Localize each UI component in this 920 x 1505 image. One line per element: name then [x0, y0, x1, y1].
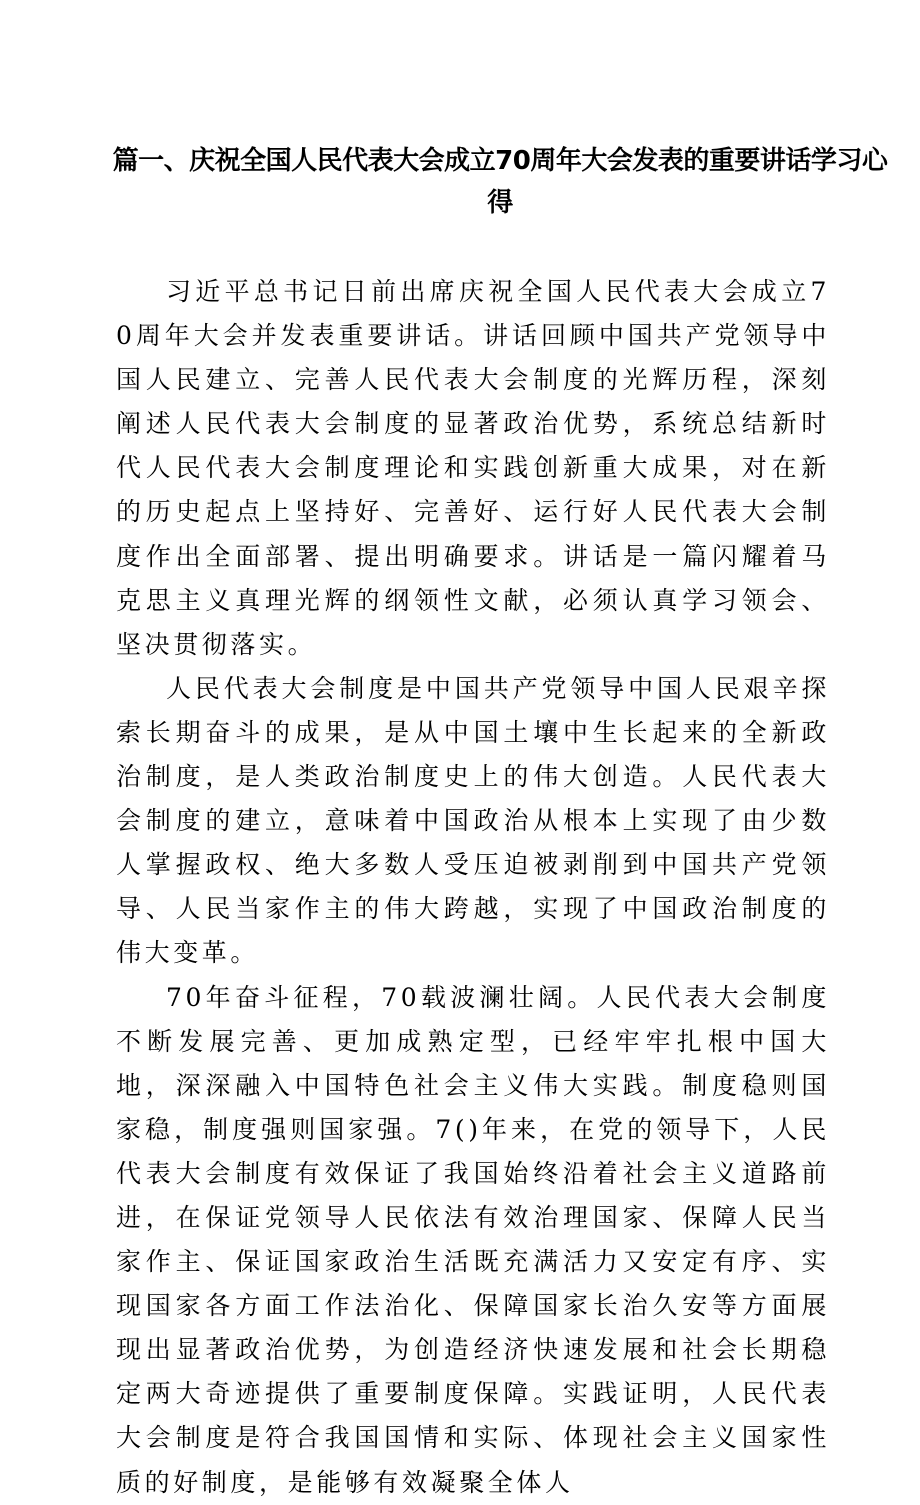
document-title: 篇一、庆祝全国人民代表大会成立70周年大会发表的重要讲话学习心得: [112, 146, 888, 218]
paragraph: 习近平总书记日前出席庆祝全国人民代表大会成立70周年大会并发表重要讲话。讲话回顾中国共产党领导中国人民建立、完善人民代表大会制度的光辉历程，深刻阐述人民代表大会制度的显著政治优势，系统总结新时代人民代表大会制度理论和实践创新重大成果，对在新的历史起点上坚持好、完善好、运行好人民代表大会制度作出全面部署、提出明确要求。讲话是一篇闪耀着马克思主义真理光辉的纲领性文献，必须认真学习领会、坚决贯彻落实。: [116, 277, 830, 659]
document-body: [116, 270, 830, 1505]
paragraph: 70年奋斗征程，70载波澜壮阔。人民代表大会制度不断发展完善、更加成熟定型，已经牢牢扎根中国大地，深深融入中国特色社会主义伟大实践。制度稳则国家稳，制度强则国家强。7()年来，在党的领导下，人民代表大会制度有效保证了我国始终沿着社会主义道路前进，在保证党领导人民依法有效治理国家、保障人民当家作主、保证国家政治生活既充满活力又安定有序、实现国家各方面工作法治化、保障国家长治久安等方面展现出显著政治优势，为创造经济快速发展和社会长期稳定两大奇迹提供了重要制度保障。实践证明，人民代表大会制度是符合我国国情和实际、体现社会主义国家性质的好制度，是能够有效凝聚全体人: [116, 982, 830, 1497]
paragraph: 人民代表大会制度是中国共产党领导中国人民艰辛探索长期奋斗的成果，是从中国土壤中生长起来的全新政治制度，是人类政治制度史上的伟大创造。人民代表大会制度的建立，意味着中国政治从根本上实现了由少数人掌握政权、绝大多数人受压迫被剥削到中国共产党领导、人民当家作主的伟大跨越，实现了中国政治制度的伟大变革。: [116, 673, 830, 968]
